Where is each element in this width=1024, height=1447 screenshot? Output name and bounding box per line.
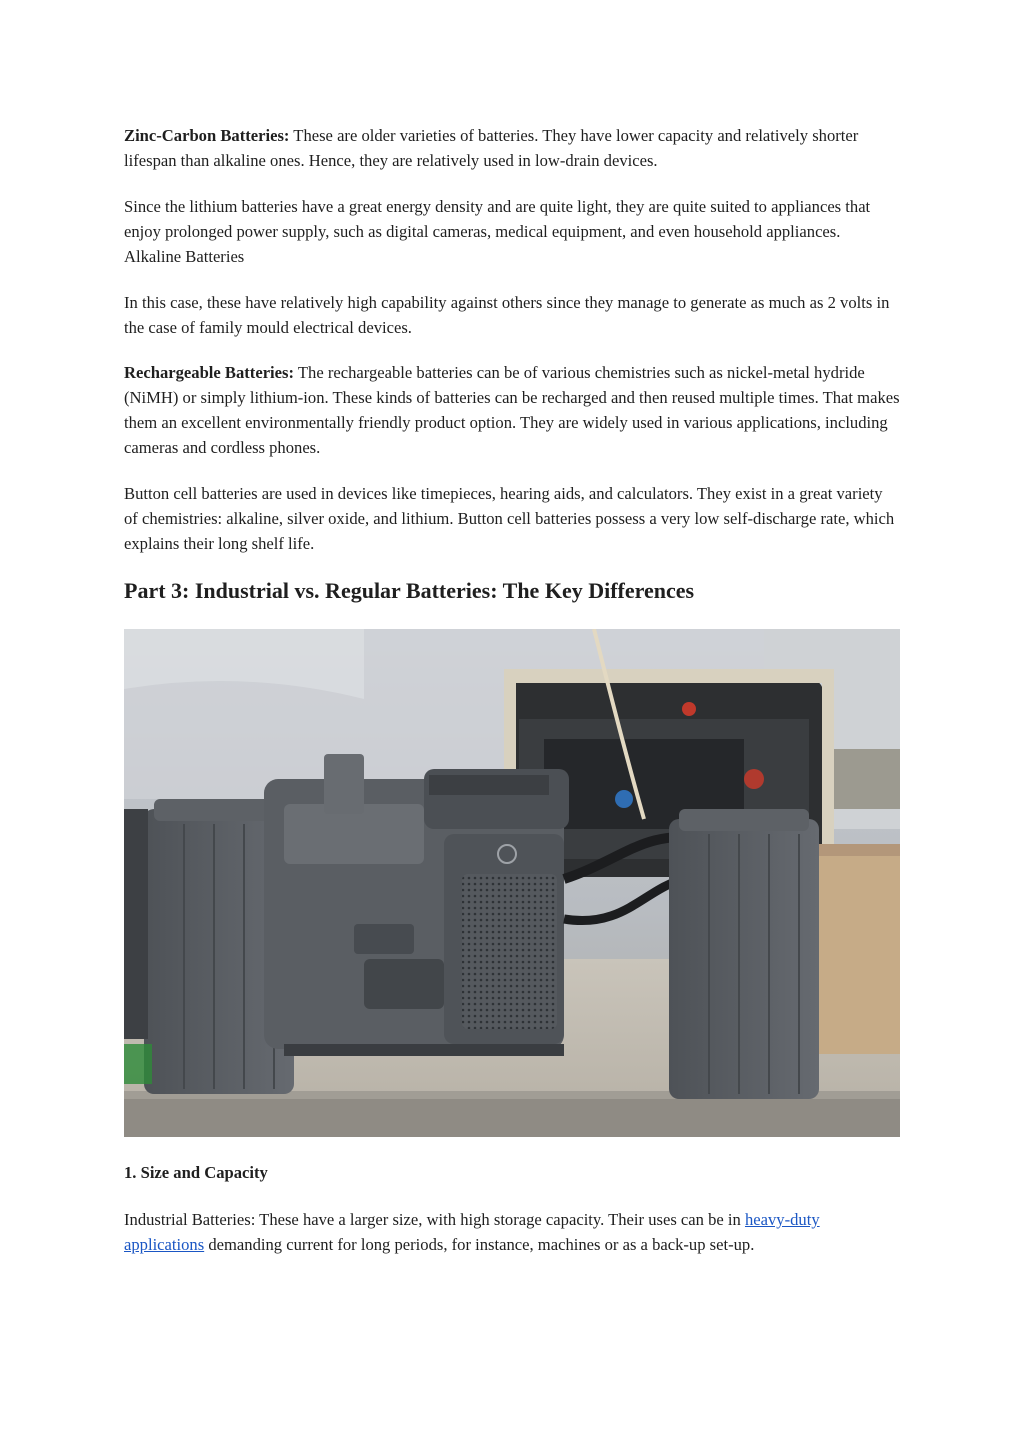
rechargeable-label: Rechargeable Batteries: — [124, 363, 295, 382]
zinc-carbon-label: Zinc-Carbon Batteries: — [124, 126, 290, 145]
zinc-carbon-text: These are older varieties of batteries. They have lower capacity and relatively shorter lifespan than alkaline ones. Hence, they are relatively used in low-drain devices. — [124, 126, 859, 170]
zinc-carbon-paragraph — [124, 123, 900, 173]
industrial-text-after: demanding current for long periods, for instance, machines or as a back-up set-up. — [204, 1235, 755, 1254]
industrial-text-before: Industrial Batteries: These have a larger size, with high storage capacity. Their uses can be in — [124, 1210, 745, 1229]
rechargeable-text: The rechargeable batteries can be of various chemistries such as nickel-metal hydride (NiMH) or simply lithium-ion. These kinds of batteries can be recharged and then reused multiple times. That makes them an excellent environmentally friendly product option. They are widely used in various applications, including cameras and cordless phones. — [124, 363, 900, 457]
lithium-paragraph: Since the lithium batteries have a great energy density and are quite light, they are quite suited to appliances that enjoy prolonged power supply, such as digital cameras, medical equipment, and even household appliances. Alkaline Batteries — [124, 197, 871, 266]
industrial-paragraph — [124, 1207, 900, 1257]
heavy-duty-applications-link[interactable]: heavy-duty applications — [124, 1210, 820, 1254]
battery-photo — [124, 629, 900, 1137]
button-cell-paragraph: Button cell batteries are used in devices like timepieces, hearing aids, and calculators. They exist in a great variety of chemistries: alkaline, silver oxide, and lithium. Button cell batteries possess a very low self-discharge rate, which explains their long shelf life. — [124, 484, 895, 553]
alkaline-paragraph: In this case, these have relatively high capability against others since they manage to generate as much as 2 volts in the case of family mould electrical devices. — [124, 293, 890, 337]
rechargeable-paragraph — [124, 360, 900, 460]
subsection-heading: 1. Size and Capacity — [124, 1163, 268, 1182]
section-heading: Part 3: Industrial vs. Regular Batteries: The Key Differences — [124, 578, 695, 603]
